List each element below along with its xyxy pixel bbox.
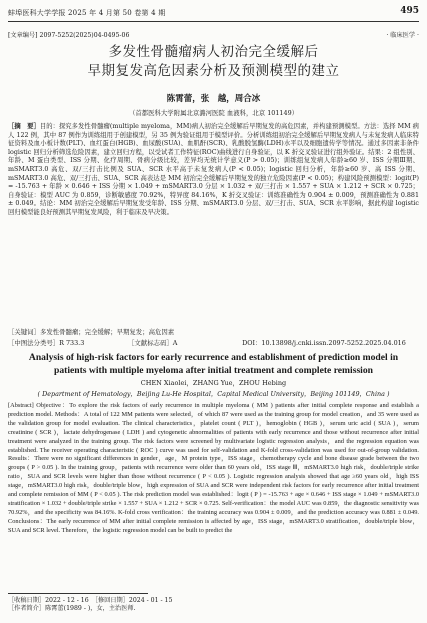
chinese-title [0, 43, 427, 81]
page-number: 495 [400, 6, 419, 16]
english-title: Analysis of high-risk factors for early recurrence and establishment of prediction model in patients with multiple myeloma after initial treatment and complete remission [28, 352, 399, 376]
chinese-keywords: ［关键词］多发性骨髓瘤；完全缓解；早期复发；高危因素 [8, 328, 175, 336]
footnotes [8, 597, 172, 613]
chinese-affiliation: （首都医科大学附属北京潞河医院 血液科，北京 101149） [128, 109, 299, 117]
chinese-title-line2: 早期复发高危因素分析及预测模型的建立 [87, 63, 340, 79]
english-authors: CHEN Xiaolei，ZHANG Yue，ZHOU Hebing [140, 379, 287, 387]
clc-number: ［中图法分类号］R 733.3 [8, 339, 85, 347]
footnote-rule [8, 593, 148, 594]
header-rule [8, 21, 419, 22]
classification-line [8, 338, 419, 347]
article-meta [8, 30, 419, 39]
english-affiliation: ( Department of Hematology，Beijing Lu-He Hospital，Capital Medical University，Beijing 101149，China ) [37, 390, 390, 398]
chinese-abstract-text: 目的：探究多发性骨髓瘤(multiple myeloma，MM)病人初治完全缓解后早期复发的高危因素，并构建预测模型。方法：选择 MM 病人 122 例，其中 87 例作为训练组用于创建模型，另 35 例为验证组用于模型评价。分析训练组初治完全缓解后早期复发病人与未复发病人临床特征资料及血小板计数(PLT)、血红蛋白(HGB)、血尿酸(SUA)、血肌酐(SCR)、乳酸脱氢酶(LDH)水平以及细胞遗传学等情况。通过多因素非条件 logistic 回归分析筛选危险因素，建立回归方程，以受试者工作特征(ROC)曲线进行自身验证，以 K 折交叉验证进行组外验证。结果：2 组性别、年龄、M 蛋白类型、ISS 分期、化疗周期、骨病分级比较，差异均无统计学意义(P > 0.05)；训练组复发病人年龄≥60 岁、ISS 分期Ⅲ期、mSMART3.0 高危、双/三打击比例及 SUA、SCR 水平高于未复发病人(P < 0.05)；logistic 回归分析，年龄≥60 岁、高 ISS 分期、mSMART3.0 高危、双/三打击、SUA、SCR 高表达是 MM 初治完全缓解后早期复发的独立危险因素(P < 0.05)；构建风险预测模型：logit(P) = -15.763 + 年龄 × 0.646 + ISS 分期 × 1.049 + mSMART3.0 分层 × 1.032 + 双/三打击 × 1.557 + SUA × 1.212 + SCR × 0.725；自身验证：模型 AUC 为 0.859，诊断敏感度 70.92%，特异度 84.16%，K 折交叉验证：训练准确性为 0.904 ± 0.009，预测准确性为 0.881 ± 0.049。结论：MM 初治完全缓解后早期复发受年龄、ISS 分期、mSMART3.0 分层、双/三打击、SUA、SCR 水平影响，据此构建 logistic 回归模型能良好预测其早期复发风险，利于临床及早决策。 [8, 123, 419, 216]
english-abstract: [Abstract] Objective：To explore the risk factors of early recurrence in multiple myeloma ( MM ) patients after initial complete response and establish a prediction model. Methods：A total of 122 MM patients were selected，of which 87 were used as the training group for model creation，and 35 were used as the validation group for model evaluation. The clinical characteristics，platelet count ( PLT )，hemoglobin ( HGB )，serum uric acid ( SUA )，serum creatinine ( SCR )，lactate dehydrogenase ( LDH ) and cytogenetic abnormalities of patients with early recurrence and those without recurrence after initial treatment were analyzed in the training group. The risk factors were screened by multivariate logistic regression analysis，and the regression equation was established. The receiver operating characteristic ( ROC ) curve was used for self-validation and K-fold cross-validation was used for out-of-group validation. Results：There were no significant differences in gender，age，M protein type，ISS stage，chemotherapy cycle and bone disease grade between the two groups ( P > 0.05 ). In the training group，patients with recurrence were older than 60 years old，ISS stage Ⅲ，mSMART3.0 high risk，double/triple strike ratio，SUA and SCR levels were higher than those without recurrence ( P < 0.05 ). Logistic regression analysis showed that age ≥60 years old，high ISS stage，mSMART3.0 high risk，double/triple blow，high expression of SUA and SCR were independent risk factors for early recurrence after initial treatment and complete remission of MM ( P < 0.05 ). The risk prediction model was established：logit ( P ) = -15.763 + age × 0.646 + ISS stage × 1.049 + mSMART3.0 stratification × 1.032 + double/triple strike × 1.557 + SUA × 1.212 + SCR × 0.725. Self-verification：the model AUC was 0.859，the diagnostic sensitivity was 70.92%，and the specificity was 84.16%. K-fold cross verification：the training accuracy was 0.904 ± 0.009，and the prediction accuracy was 0.881 ± 0.049. Conclusions：The early recurrence of MM after initial complete remission is affected by age，ISS stage，mSMART3.0 stratification，double/triple blow，SUA and SCR level. Therefore，the logistic regression model can be built to predict the [8, 402, 419, 534]
chinese-authors: 陈霄蕾，张 越，周合冰 [166, 94, 261, 104]
document-code: ［文献标志码］A [128, 339, 178, 347]
column-label: · 临床医学 · [386, 32, 419, 39]
chinese-abstract [8, 123, 419, 218]
doi: DOI：10.13898/j.cnki.issn.2097-5252.2025.04.016 [242, 339, 406, 347]
running-header [8, 6, 419, 20]
author-bio: ［作者简介］陈霄蕾(1989 - )，女，主治医师. [8, 605, 136, 613]
article-id: [文章编号] 2097-5252(2025)04-0495-06 [8, 32, 130, 39]
chinese-abstract-label: ［摘 要］ [8, 123, 40, 130]
chinese-title-line1: 多发性骨髓瘤病人初治完全缓解后 [108, 44, 319, 60]
journal-issue: 蚌埠医科大学学报 2025 年 4 月第 50 卷第 4 期 [8, 9, 166, 17]
received-dates: ［收稿日期］2022 - 12 - 16 ［修回日期］2024 - 01 - 15 [8, 597, 173, 604]
